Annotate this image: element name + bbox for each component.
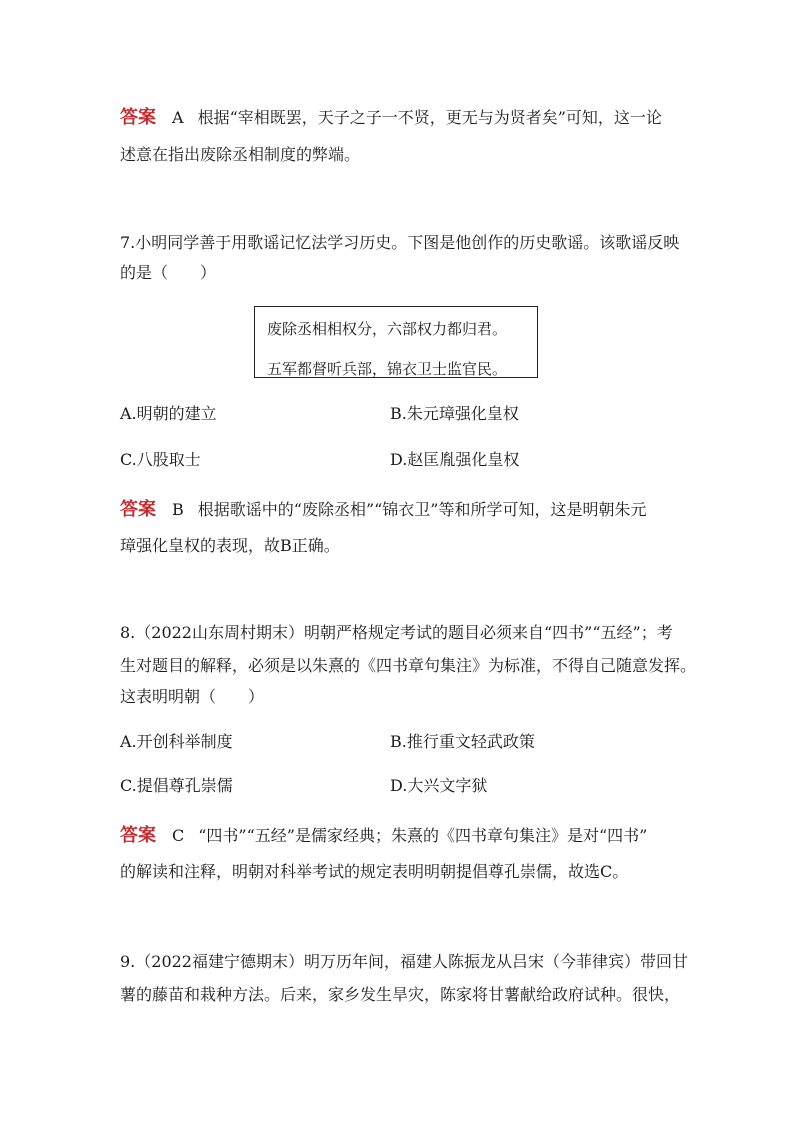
q8-stem-line1: 8.（2022山东周村期末）明朝严格规定考试的题目必须来自“四书”“五经”；考 <box>120 623 673 642</box>
q7-option-b: B.朱元璋强化皇权 <box>390 404 519 423</box>
answer-letter: B <box>172 500 184 519</box>
q8-answer-line2: 的解读和注释，明朝对科举考试的规定表明明朝提倡尊孔崇儒，故选C。 <box>120 862 629 881</box>
q7-answer-line2: 璋强化皇权的表现，故B正确。 <box>120 536 340 555</box>
q8-answer-line1 <box>120 826 647 846</box>
answer-text: “四书”“五经”是儒家经典；朱熹的《四书章句集注》是对“四书” <box>198 826 648 845</box>
answer-letter: A <box>172 108 184 127</box>
answer-letter: C <box>172 826 185 845</box>
q8-option-b: B.推行重文轻武政策 <box>390 732 535 751</box>
q7-option-d: D.赵匡胤强化皇权 <box>390 450 520 469</box>
song-line-2: 五军都督听兵部，锦衣卫士监官民。 <box>267 360 508 378</box>
q8-option-c: C.提倡尊孔崇儒 <box>120 776 233 795</box>
q8-stem-line2: 生对题目的解释，必须是以朱熹的《四书章句集注》为标准，不得自己随意发挥。 <box>120 656 697 675</box>
answer-label: 答案 <box>120 499 156 520</box>
q7-option-a: A.明朝的建立 <box>120 404 217 423</box>
answer-label: 答案 <box>120 825 156 846</box>
q7-stem-line2: 的是（ ） <box>120 263 217 282</box>
song-box <box>254 306 538 378</box>
answer-label: 答案 <box>120 107 156 128</box>
song-line-1: 废除丞相相权分，六部权力都归君。 <box>267 320 508 338</box>
q7-option-c: C.八股取士 <box>120 450 201 469</box>
q7-stem-line1: 7.小明同学善于用歌谣记忆法学习历史。下图是他创作的历史歌谣。该歌谣反映 <box>120 233 680 252</box>
q8-stem-line3: 这表明明朝（ ） <box>120 687 265 706</box>
q8-option-d: D.大兴文字狱 <box>390 776 488 795</box>
answer-text: 根据“宰相既罢，天子之子一不贤，更无与为贤者矣”可知，这一论 <box>197 108 662 127</box>
q7-answer-line1 <box>120 500 647 520</box>
q8-option-a: A.开创科举制度 <box>120 732 233 751</box>
q6-answer-line2: 述意在指出废除丞相制度的弊端。 <box>120 145 361 164</box>
q9-stem-line2: 薯的藤苗和栽种方法。后来，家乡发生旱灾，陈家将甘薯献给政府试种。很快， <box>120 985 681 1004</box>
q9-stem-line1: 9.（2022福建宁德期末）明万历年间，福建人陈振龙从吕宋（今菲律宾）带回甘 <box>120 952 688 971</box>
answer-text: 根据歌谣中的“废除丞相”“锦衣卫”等和所学可知，这是明朝朱元 <box>197 500 647 519</box>
q6-answer-line1 <box>120 108 662 128</box>
